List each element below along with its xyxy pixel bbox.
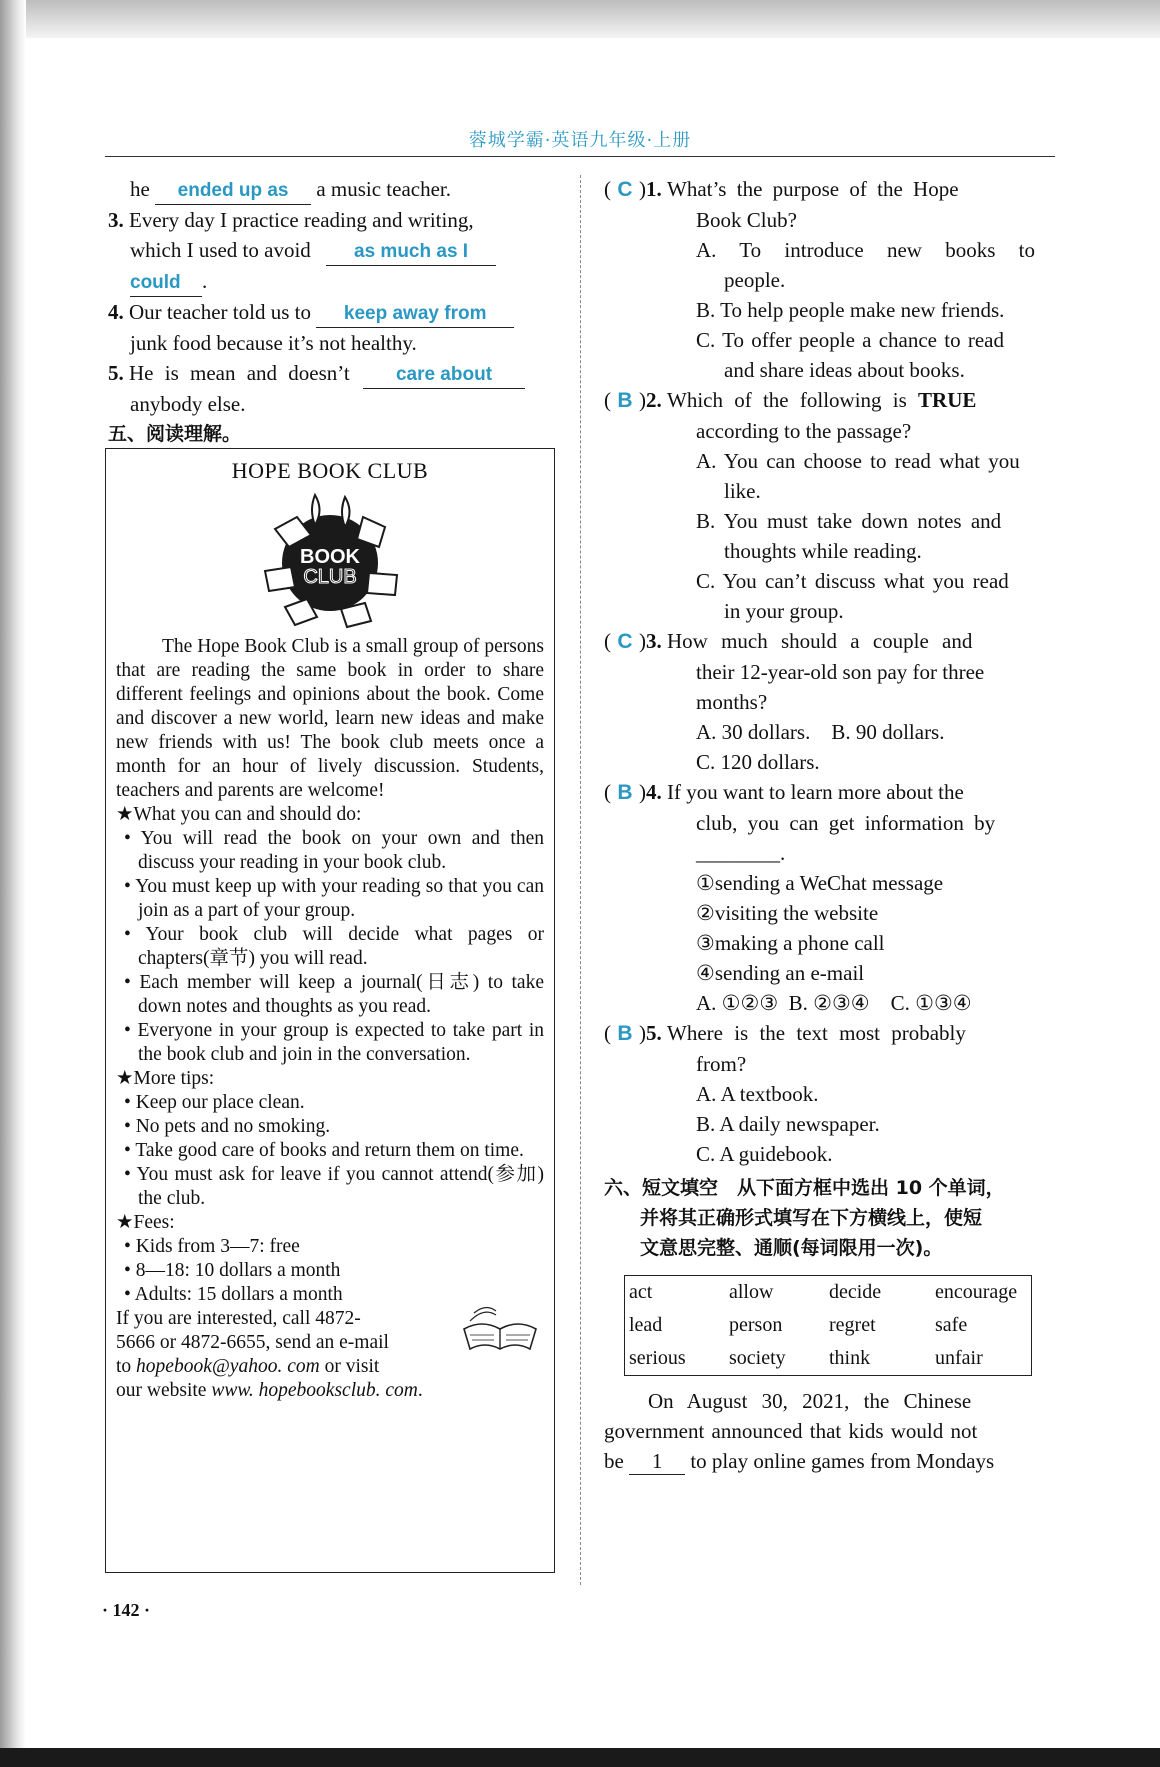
word-bank-item: act [629, 1281, 653, 1303]
word-bank-item: lead [629, 1314, 663, 1336]
static-text: . [202, 269, 208, 293]
contact-info [116, 1307, 544, 1403]
list-item: • You must keep up with your reading so that you can join as a part of your group. [124, 876, 544, 921]
answer-mark: C [617, 178, 633, 201]
list-item: • Everyone in your group is expected to take part in the book club and join in the conversation. [124, 1020, 544, 1065]
static-text: Every day I practice reading and writing, [129, 208, 474, 232]
word-bank-item: unfair [935, 1347, 983, 1369]
word-bank-row [625, 1309, 1031, 1342]
open-book-icon [458, 1299, 542, 1357]
fill-question-3-cont2 [108, 266, 558, 297]
heading-what-to-do: ★What you can and should do: [116, 804, 362, 825]
list-item: • Kids from 3—7: free [124, 1236, 300, 1257]
list-item: • Your book club will decide what pages or chapters(章节) you will read. [124, 924, 544, 969]
option-b: B. A daily newspaper. [696, 1112, 880, 1136]
question-number: 2. [646, 388, 662, 412]
question-stem-line: ( C )3. How much should a couple and [604, 626, 1056, 657]
options-row: A. ①②③ B. ②③④ C. ①③④ [696, 991, 972, 1015]
contact-line: 5666 or 4872-6655, send an e-mail [116, 1332, 389, 1353]
heading-more-tips: ★More tips: [116, 1068, 215, 1089]
word-bank-item: person [729, 1314, 783, 1336]
logo-text-club: CLUB [303, 566, 357, 588]
static-text: he [130, 177, 150, 201]
question-stem-line: ( B )2. Which of the following is TRUE [604, 385, 1056, 416]
word-bank-item: serious [629, 1347, 686, 1369]
option-b-cont: thoughts while reading. [724, 539, 922, 563]
passage-blank: 1 [629, 1448, 685, 1475]
option-b: B. To help people make new friends. [696, 298, 1005, 322]
email-address: hopebook@yahoo. com [136, 1356, 320, 1377]
static-text: to [116, 1356, 137, 1377]
question-stem-line: ( B )5. Where is the text most probably [604, 1018, 1056, 1049]
option-c: C. A guidebook. [696, 1142, 833, 1166]
question-number: 5. [646, 1021, 662, 1045]
static-text: be [604, 1449, 624, 1473]
question-number: 5. [108, 361, 124, 385]
book-club-logo [245, 489, 415, 631]
question-stem-line: Book Club? [696, 208, 797, 232]
static-text: Our teacher told us to [129, 300, 311, 324]
column-divider [580, 175, 581, 1585]
fill-question-4 [108, 297, 558, 328]
answer-blank: care about [363, 362, 525, 389]
answer-mark: B [617, 389, 633, 412]
word-bank-box [624, 1275, 1032, 1376]
question-number: 4. [108, 300, 124, 324]
fill-question-3 [108, 205, 558, 235]
question-2 [604, 385, 1056, 626]
question-4 [604, 777, 1056, 1018]
section-6-title-cont: 文意思完整、通顺(每词限用一次)。 [640, 1237, 943, 1259]
question-stem-line: months? [696, 690, 768, 714]
question-number: 1. [646, 177, 662, 201]
word-bank-item: decide [829, 1281, 882, 1303]
static-text: our website [116, 1380, 212, 1401]
static-text: a music teacher. [316, 177, 452, 201]
answer-blank: ended up as [155, 178, 311, 205]
question-stem-line: ( B )4. If you want to learn more about the [604, 777, 1056, 808]
word-bank-row [625, 1276, 1031, 1309]
option-c-cont: in your group. [724, 599, 844, 623]
choice-item: ①sending a WeChat message [696, 871, 944, 895]
question-number: 4. [646, 780, 662, 804]
answer-mark: B [617, 1022, 633, 1045]
logo-text-book: BOOK [300, 546, 360, 568]
header-divider [105, 156, 1055, 157]
question-stem-line: ( C )1. What’s the purpose of the Hope [604, 174, 1056, 205]
contact-line: If you are interested, call 4872- [116, 1308, 361, 1329]
question-1 [604, 174, 1056, 385]
option-b: B. You must take down notes and [696, 509, 1002, 533]
question-stem-line: club, you can get information by [696, 811, 996, 835]
fill-question-4-cont [108, 328, 558, 358]
choice-item: ③making a phone call [696, 931, 885, 955]
passage-line: On August 30, 2021, the Chinese [648, 1389, 972, 1413]
options-row: A. 30 dollars. B. 90 dollars. [696, 720, 945, 744]
option-a: A. You can choose to read what you [696, 449, 1020, 473]
right-column [604, 174, 1056, 1476]
list-item: • 8—18: 10 dollars a month [124, 1260, 341, 1281]
option-a: A. To introduce new books to [696, 238, 1035, 262]
word-bank-item: regret [829, 1314, 876, 1336]
static-text: What’s the purpose of the Hope [667, 177, 959, 201]
static-text: junk food because it’s not healthy. [130, 331, 417, 355]
fill-question-5-cont [108, 389, 558, 419]
static-text: which I used to avoid [130, 238, 311, 262]
heading-fees: ★Fees: [116, 1212, 175, 1233]
list-item: • Keep our place clean. [124, 1092, 305, 1113]
question-number: 3. [108, 208, 124, 232]
list-item: • Each member will keep a journal(日志) to take down notes and thoughts as you read. [124, 972, 544, 1017]
word-bank-row [625, 1342, 1031, 1375]
fill-line-2-end [108, 174, 558, 205]
list-item: • Adults: 15 dollars a month [124, 1284, 343, 1305]
choice-item: ④sending an e-mail [696, 961, 865, 985]
word-bank-item: encourage [935, 1281, 1018, 1303]
emphasis-text: TRUE [918, 388, 977, 412]
word-bank-item: safe [935, 1314, 968, 1336]
option-a-cont: people. [724, 268, 786, 292]
static-text: anybody else. [130, 392, 246, 416]
passage-intro: The Hope Book Club is a small group of persons that are reading the same book in order to share different feelings and opinions about the book. Come and discover a new world, learn new ideas and make new friends with us! The book club meets once a month for an hour of lively discussion. Students, teachers and parents are welcome! [116, 636, 544, 801]
static-text: or visit [319, 1356, 380, 1377]
question-stem-line: their 12-year-old son pay for three [696, 660, 985, 684]
passage-title: HOPE BOOK CLUB [231, 458, 429, 483]
list-item: • You will read the book on your own and then discuss your reading in your book club. [124, 828, 544, 873]
section-5-title: 五、阅读理解。 [108, 423, 242, 445]
static-text: Which of the following is [667, 388, 919, 412]
answer-blank: keep away from [316, 301, 514, 328]
website-address: www. hopebooksclub. com [211, 1380, 418, 1401]
option-c: C. 120 dollars. [696, 750, 820, 774]
list-item: • No pets and no smoking. [124, 1116, 331, 1137]
fill-question-5 [108, 358, 558, 389]
answer-mark: B [617, 781, 633, 804]
running-header: 蓉城学霸·英语九年级·上册 [468, 130, 692, 151]
word-bank-item: society [729, 1347, 786, 1369]
question-5 [604, 1018, 1056, 1169]
question-number: 3. [646, 629, 662, 653]
static-text: to play online games from Mondays [690, 1449, 995, 1473]
static-text: . [417, 1380, 423, 1401]
answer-mark: C [617, 630, 633, 653]
word-bank-item: allow [729, 1281, 774, 1303]
word-bank-item: think [829, 1347, 871, 1369]
option-a-cont: like. [724, 479, 761, 503]
fill-question-3-cont [108, 235, 558, 266]
left-column [108, 174, 558, 449]
passage-line [604, 1446, 1056, 1476]
question-stem-line: ________. [696, 841, 786, 865]
question-3 [604, 626, 1056, 777]
option-c: C. To offer people a chance to read [696, 328, 1004, 352]
list-item: • You must ask for leave if you cannot attend(参加) the club. [124, 1164, 544, 1209]
contact-line [116, 1355, 544, 1379]
static-text: Where is the text most probably [667, 1021, 966, 1045]
answer-blank: could [130, 270, 202, 297]
option-a: A. A textbook. [696, 1082, 819, 1106]
page-number: · 142 · [102, 1600, 151, 1620]
bottom-edge-bar [0, 1748, 1160, 1767]
option-c-cont: and share ideas about books. [724, 358, 965, 382]
list-item: • Take good care of books and return them on time. [124, 1140, 524, 1161]
section-6-title-cont: 并将其正确形式填写在下方横线上，使短 [640, 1207, 983, 1229]
choice-item: ②visiting the website [696, 901, 879, 925]
static-text: He is mean and doesn’t [129, 361, 350, 385]
option-c: C. You can’t discuss what you read [696, 569, 1009, 593]
static-text: How much should a couple and [667, 629, 973, 653]
static-text: If you want to learn more about the [667, 780, 964, 804]
passage-line: government announced that kids would not [604, 1419, 978, 1443]
question-stem-line: according to the passage? [696, 419, 912, 443]
reading-passage-box [105, 448, 555, 1573]
answer-blank: as much as I [326, 239, 496, 266]
section-6-title: 六、短文填空 从下面方框中选出 10 个单词， [604, 1177, 1005, 1199]
contact-line [116, 1379, 544, 1403]
question-stem-line: from? [696, 1052, 747, 1076]
